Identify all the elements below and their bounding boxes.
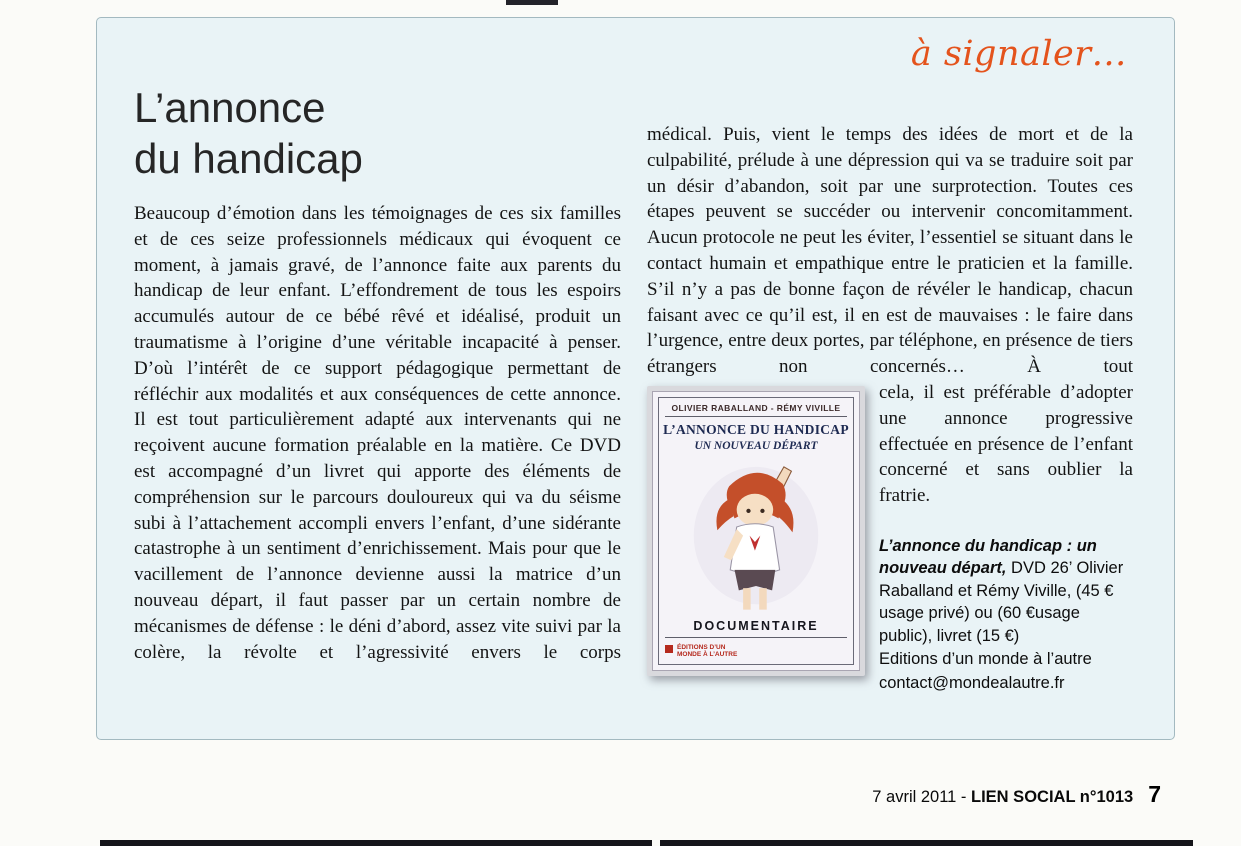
- article-title-line2: du handicap: [134, 135, 363, 182]
- article-body-left-column: [134, 201, 621, 665]
- dvd-cover-frame: [658, 397, 854, 665]
- caption-details: DVD 26’ Olivier Raballand et Rémy Viville, (45 € usage privé) ou (60 €usage public), livret (15 €): [879, 559, 1124, 645]
- dvd-publisher: ÉDITIONS D’UN MONDE À L’AUTRE: [677, 643, 738, 659]
- caption-publisher: Editions d’un monde à l’autre: [879, 650, 1092, 669]
- footer-date: 7 avril 2011 -: [872, 788, 972, 806]
- article-title-line1: L’annonce: [134, 84, 326, 131]
- dvd-cover: [647, 386, 865, 676]
- page-footer: [872, 781, 1161, 808]
- section-flag: à signaler…: [910, 34, 1127, 74]
- dvd-publisher-row: [665, 644, 847, 659]
- footer-issue-line: [872, 788, 1133, 807]
- dvd-rule-top: [665, 416, 847, 417]
- publisher-logo-icon: [665, 645, 673, 653]
- scan-artifact-top: [506, 0, 558, 5]
- caption-contact: contact@mondealautre.fr: [879, 673, 1065, 692]
- footer-issue: LIEN SOCIAL n°1013: [971, 788, 1134, 806]
- dvd-subtitle: UN NOUVEAU DÉPART: [694, 439, 818, 452]
- dvd-caption: [879, 535, 1133, 695]
- right-column-text-wrap: cela, il est préférable d’adopter une annonce progressive effectuée en présence de l’enfant concerné et sans oublier la fratrie.: [879, 381, 1133, 507]
- article-body-right-column: [647, 122, 1133, 694]
- dvd-rule-bottom: [665, 637, 847, 638]
- left-column-text: Beaucoup d’émotion dans les témoignages de ces six familles et de ces seize professionnels médicaux qui évoquent ce moment, à jamais gravé, de l’annonce faite aux parents du handicap de leur enfant. L’effondrement de tous les espoirs accumulés autour de ce bébé rêvé et idéalisé, produit un traumatisme à l’origine d’une véritable incapacité à penser. D’où l’intérêt de ce support pédagogique permettant de réfléchir aux modalités et aux conséquences de cette annonce. Il est tout particulièrement adapté aux intervenants qui ne reçoivent aucune formation préalable en la matière. Ce DVD est accompagné d’un livret qui apporte des éléments de compréhension sur le parcours douloureux qui va du séisme subi à l’attachement accompli envers l’enfant, d’une sidérante catastrophe à un sentiment d’enrichissement. Mais pour que le vacillement de l’annonce devienne aussi la matrice d’un nouveau départ, il faut passer par un certain nombre de mécanismes de défense : le déni d’abord, assez vite suivi par la colère, la révolte et l’agressivité envers le corps: [134, 203, 621, 663]
- dvd-cover-card: [652, 391, 860, 671]
- caption-title: L’annonce du handicap : un nouveau départ,: [879, 536, 1097, 578]
- scan-artifact-line-left: [100, 840, 652, 846]
- article-title: [134, 82, 363, 184]
- right-column-text-top: médical. Puis, vient le temps des idées de mort et de la culpabilité, prélude à une dépression qui va se traduire soit par un désir d’abandon, soit par une surprotection. Toutes ces étapes peuvent se succéder ou intervenir concomitamment. Aucun protocole ne peut les éviter, l’essentiel se situant dans le contact humain et empathique entre le praticien et la famille. S’il n’y a pas de bonne façon de révéler le handicap, chacun faisant avec ce qu’il est, il en est de mauvaises : le faire dans l’urgence, entre deux portes, par téléphone, en présence de tiers étrangers non concernés… À tout: [647, 124, 1133, 378]
- dvd-cover-illustration: [665, 454, 847, 615]
- scan-artifact-line-right: [660, 840, 1193, 846]
- dvd-title: L’ANNONCE DU HANDICAP: [663, 421, 849, 437]
- dvd-authors: OLIVIER RABALLAND - RÉMY VIVILLE: [671, 402, 841, 413]
- page-number: 7: [1148, 781, 1161, 807]
- dvd-genre: DOCUMENTAIRE: [693, 618, 819, 633]
